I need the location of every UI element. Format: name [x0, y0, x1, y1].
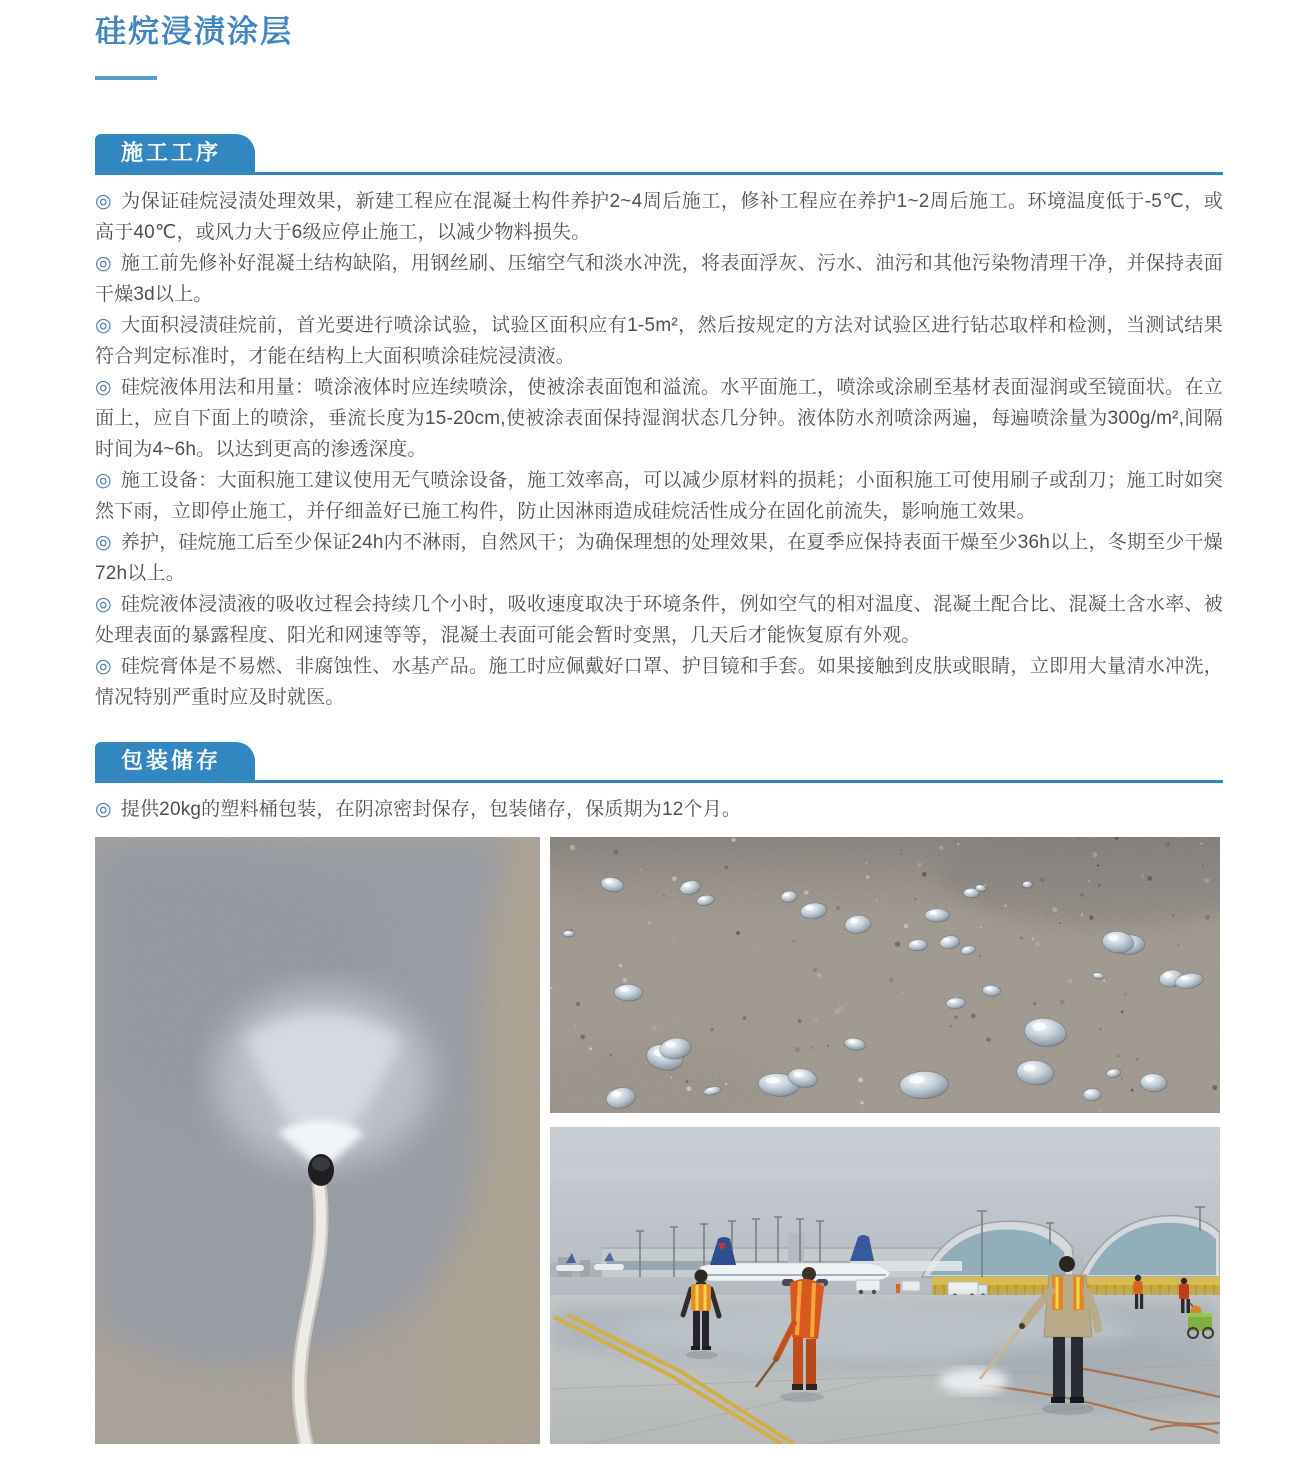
bullet-list — [95, 794, 1223, 825]
section-heading-rule — [95, 134, 1223, 175]
page-title: 硅烷浸渍涂层 — [95, 14, 293, 49]
bullet-text: 养护，硅烷施工后至少保证24h内不淋雨，自然风干；为确保理想的处理效果，在夏季应保持表面干燥至少36h以上，冬期至少干燥72h以上。 — [95, 532, 1223, 585]
section-heading-badge: 施工工序 — [95, 134, 255, 172]
bullet-text: 硅烷液体浸渍液的吸收过程会持续几个小时，吸收速度取决于环境条件，例如空气的相对温度、混凝土配合比、混凝土含水率、被处理表面的暴露程度、阳光和网速等等，混凝土表面可能会暂时变黑，几天后才能恢复原有外观。 — [95, 594, 1224, 647]
bullet-item — [95, 372, 1223, 465]
bullet-text: 大面积浸渍硅烷前，首光要进行喷涂试验，试验区面积应有1-5m²，然后按规定的方法对试验区进行钻芯取样和检测，当测试结果符合判定标准时，才能在结构上大面积喷涂硅烷浸渍液。 — [95, 315, 1224, 368]
spray-nozzle — [308, 1154, 334, 1186]
water-beading-photo-graphic — [550, 837, 1220, 1113]
bullet-ring-icon: ◎ — [95, 191, 113, 213]
photo-water-beading — [550, 837, 1220, 1113]
bullet-text: 硅烷液体用法和用量：喷涂液体时应连续喷涂，使被涂表面饱和溢流。水平面施工，喷涂或涂刷至基材表面湿润或至镜面状。在立面上，应自下面上的喷涂，垂流长度为15-20cm,使被涂表面保持湿润状态几分钟。液体防水剂喷涂两遍，每遍喷涂量为300g/m²,间隔时间为4~6h。以达到更高的渗透深度。 — [95, 377, 1224, 461]
section-construction-procedure — [95, 134, 1223, 713]
bullet-item — [95, 794, 1223, 825]
photo-grid — [95, 837, 1223, 1444]
bullet-list — [95, 186, 1223, 713]
bullet-ring-icon: ◎ — [95, 532, 112, 554]
bullet-text: 提供20kg的塑料桶包装，在阴凉密封保存，包装储存，保质期为12个月。 — [120, 799, 742, 821]
section-heading-badge: 包装储存 — [95, 742, 255, 780]
concrete-spray-photo-graphic — [95, 837, 540, 1444]
spray-mist — [940, 1368, 1008, 1394]
bullet-ring-icon: ◎ — [95, 799, 112, 821]
title-underline — [95, 76, 157, 80]
bullet-item — [95, 465, 1223, 527]
bullet-text: 硅烷膏体是不易燃、非腐蚀性、水基产品。施工时应佩戴好口罩、护目镜和手套。如果接触到皮肤或眼睛，立即用大量清水冲洗，情况特别严重时应及时就医。 — [95, 656, 1224, 709]
bullet-text: 为保证硅烷浸渍处理效果，新建工程应在混凝土构件养护2~4周后施工，修补工程应在养护1~2周后施工。环境温度低于-5℃，或高于40℃，或风力大于6级应停止施工，以减少物料损失。 — [95, 191, 1223, 244]
bullet-text: 施工前先修补好混凝土结构缺陷，用钢丝刷、压缩空气和淡水冲洗，将表面浮灰、污水、油污和其他污染物清理干净，并保持表面干燥3d以上。 — [95, 253, 1224, 306]
bullet-ring-icon: ◎ — [95, 470, 112, 492]
bullet-item — [95, 527, 1223, 589]
bullet-ring-icon: ◎ — [95, 315, 113, 337]
photo-airport-apron — [550, 1127, 1220, 1444]
page-content — [95, 0, 1223, 1444]
bullet-item — [95, 651, 1223, 713]
bullet-item — [95, 589, 1223, 651]
bullet-ring-icon: ◎ — [95, 377, 112, 399]
bullet-item — [95, 310, 1223, 372]
bullet-text: 施工设备：大面积施工建议使用无气喷涂设备，施工效率高，可以减少原材料的损耗；小面积施工可使用刷子或刮刀；施工时如突然下雨，立即停止施工，并仔细盖好已施工构件，防止因淋雨造成硅烷活性成分在固化前流失，影响施工效果。 — [95, 470, 1224, 523]
airport-apron-photo-graphic — [550, 1127, 1220, 1444]
bullet-ring-icon: ◎ — [95, 656, 112, 678]
bullet-ring-icon: ◎ — [95, 253, 112, 275]
photo-spray-wall — [95, 837, 540, 1444]
bullet-item — [95, 248, 1223, 310]
section-packaging-storage — [95, 742, 1223, 825]
section-heading-rule — [95, 742, 1223, 783]
bullet-item — [95, 186, 1223, 248]
bullet-ring-icon: ◎ — [95, 594, 112, 616]
photo-right-column — [550, 837, 1220, 1444]
